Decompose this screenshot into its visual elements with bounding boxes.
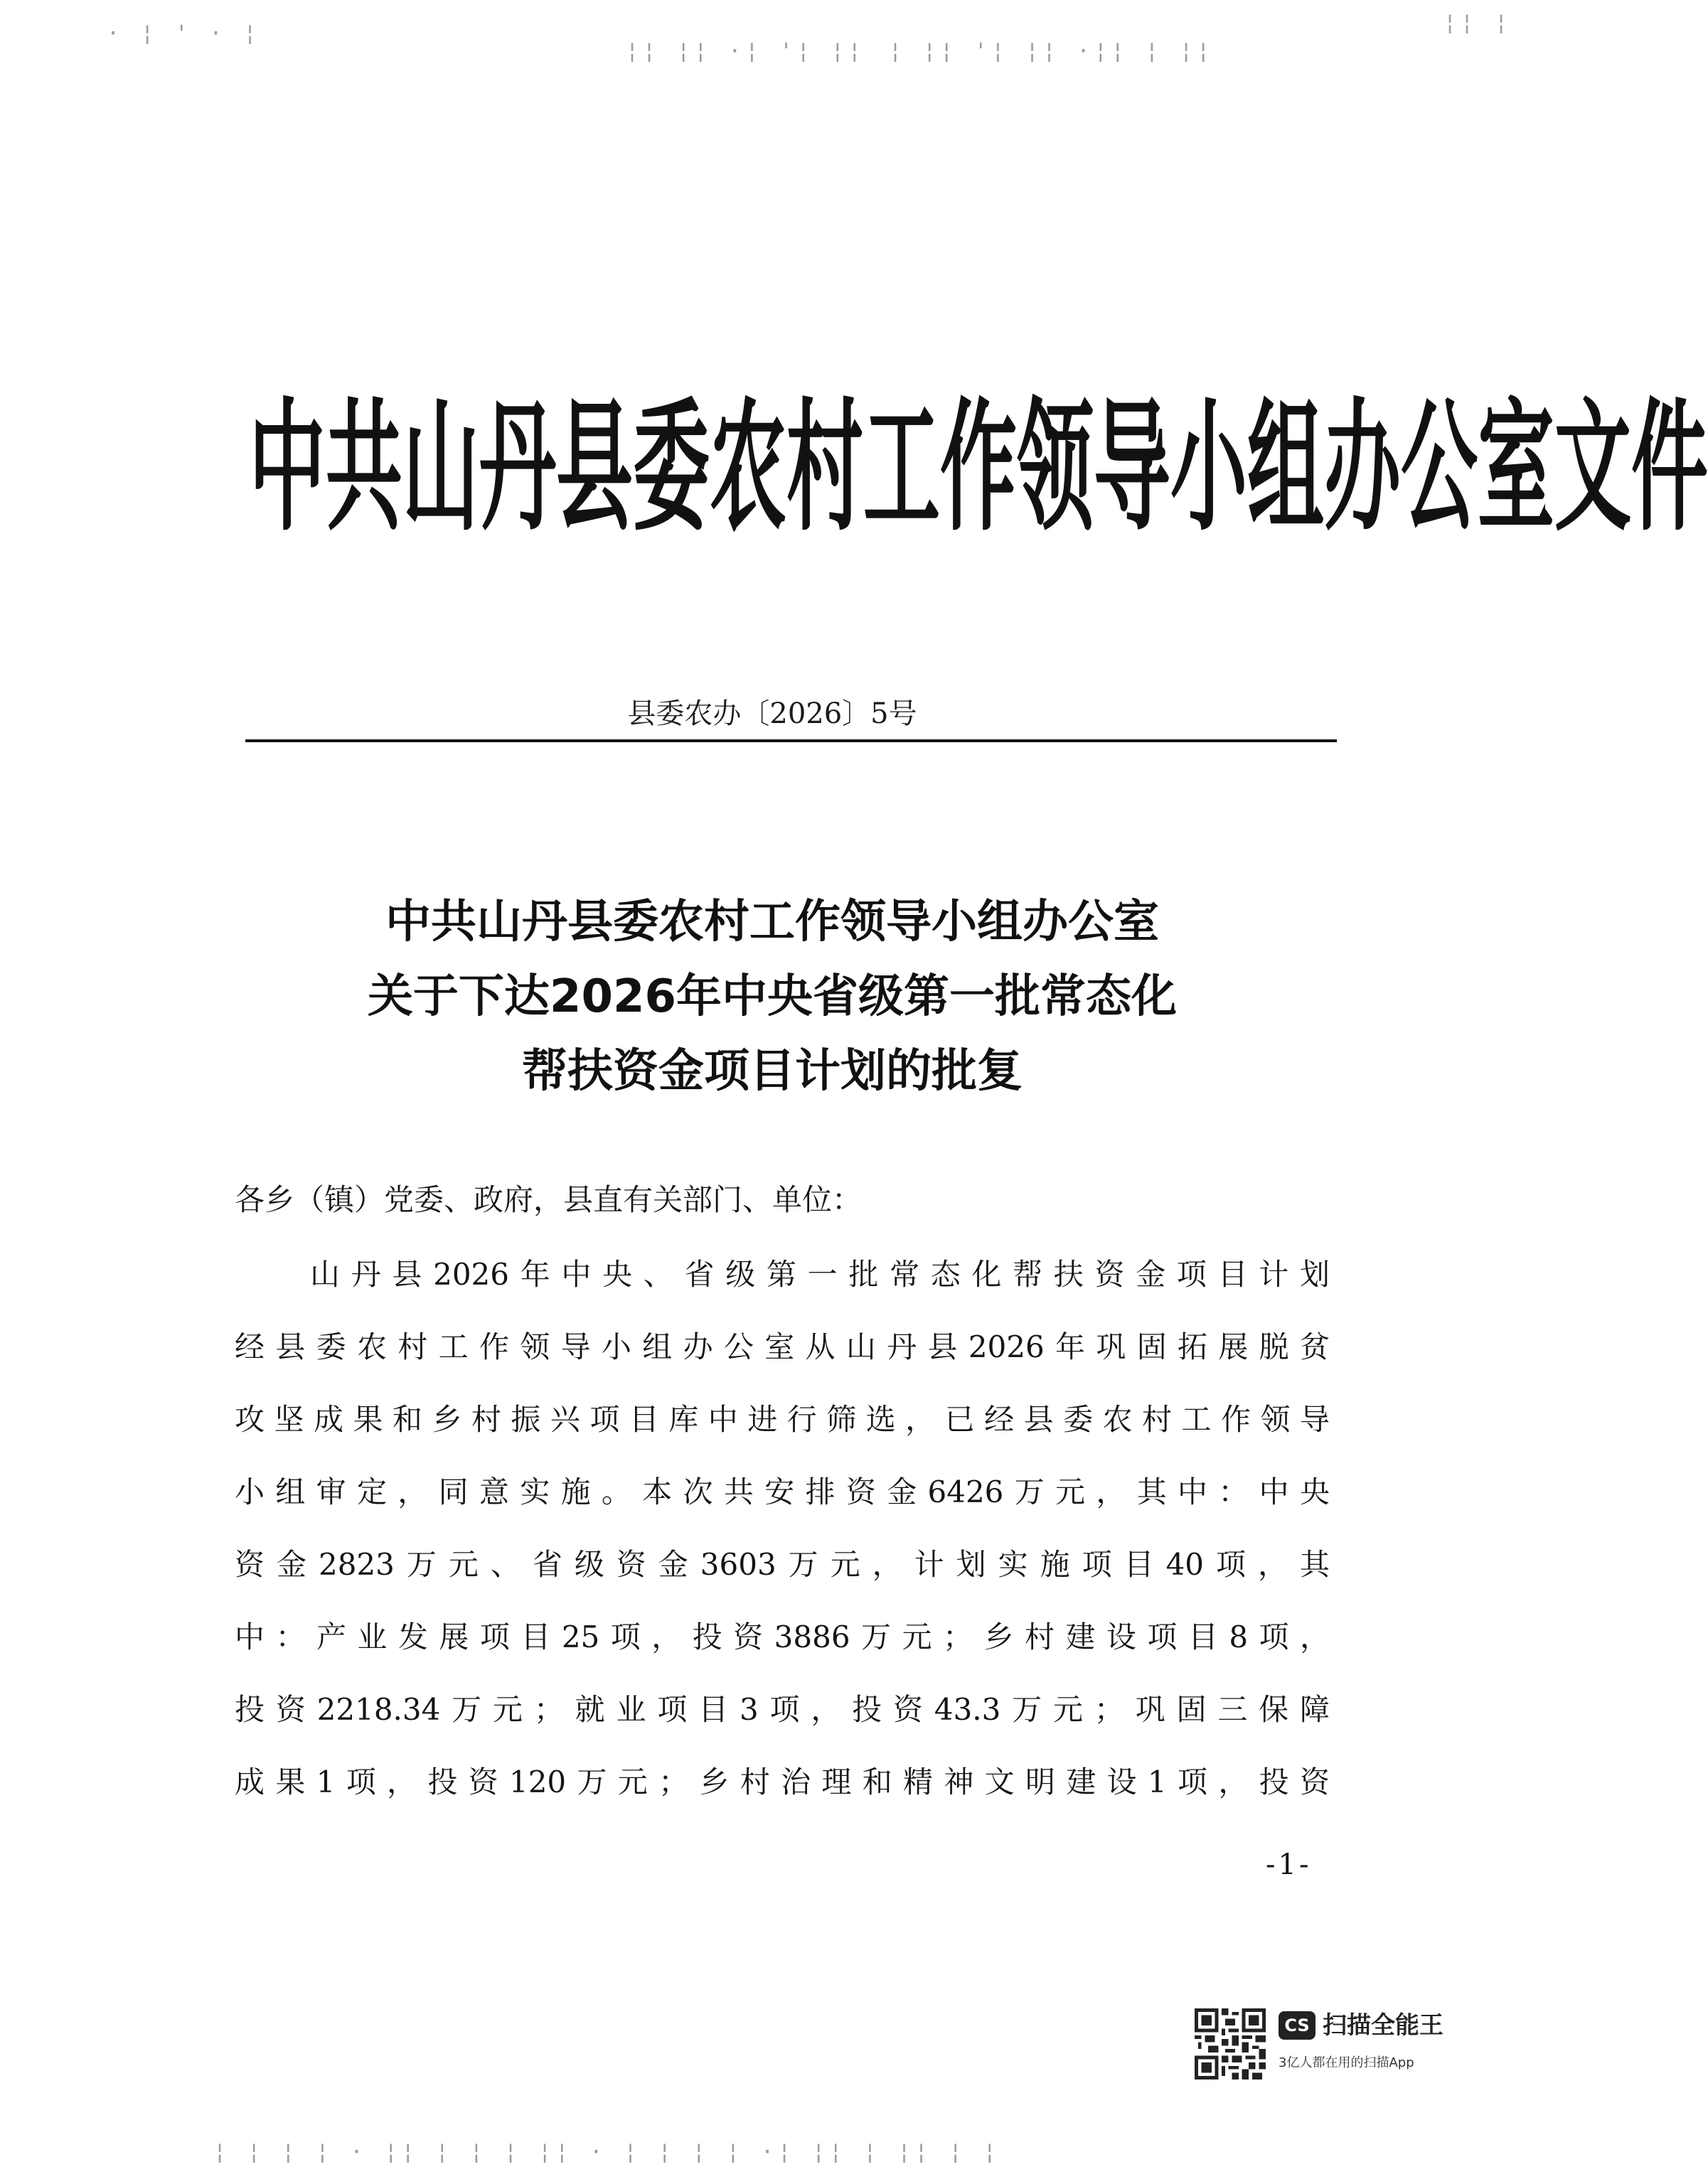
qr-code-icon bbox=[1195, 2008, 1266, 2079]
body-line-8: 成果1项，投资120万元；乡村治理和精神文明建设1项，投资 bbox=[235, 1765, 1330, 1799]
body-line-4: 小组审定，同意实施。本次共安排资金6426万元，其中：中央 bbox=[235, 1474, 1330, 1509]
body-line-2: 经县委农村工作领导小组办公室从山丹县2026年巩固拓展脱贫 bbox=[235, 1329, 1330, 1364]
scan-noise-bottom: ¦ ¦ ¦ ¦ · ¦¦ ¦ ¦ ¦ ¦¦ · ¦ ¦ ¦ ¦ ·¦ ¦¦ ¦ ¦¦ ¦ ¦ bbox=[213, 2140, 1000, 2165]
document-number: 县委农办〔2026〕5号 bbox=[627, 697, 917, 730]
body-line-6: 中：产业发展项目25项，投资3886万元；乡村建设项目8项， bbox=[235, 1620, 1330, 1654]
document-masthead: 中共山丹县委农村工作领导小组办公室文件 bbox=[249, 386, 1708, 551]
salutation: 各乡（镇）党委、政府，县直有关部门、单位： bbox=[235, 1182, 863, 1217]
title-line-2: 关于下达2026年中央省级第一批常态化 bbox=[367, 970, 1178, 1023]
body-line-1: 山丹县2026年中央、省级第一批常态化帮扶资金项目计划 bbox=[310, 1257, 1330, 1292]
scan-noise-top-right: ¦ ¦¦ '¦ ¦¦ ·¦¦ ¦ ¦¦ bbox=[889, 39, 1215, 64]
camscanner-app-name: 扫描全能王 bbox=[1323, 2011, 1443, 2040]
body-line-7: 投资2218.34万元；就业项目3项，投资43.3万元；巩固三保障 bbox=[235, 1692, 1330, 1727]
masthead-divider bbox=[245, 739, 1337, 742]
scan-noise-top-center: ¦¦ ¦¦ ·¦ '¦ ¦¦ bbox=[626, 39, 865, 64]
body-line-5: 资金2823万元、省级资金3603万元，计划实施项目40项，其 bbox=[235, 1547, 1330, 1582]
scanner-watermark bbox=[1195, 2008, 1451, 2087]
scan-noise-corner: ¦¦ ¦ bbox=[1443, 11, 1512, 36]
page-number: -1- bbox=[1266, 1848, 1312, 1881]
title-line-1: 中共山丹县委农村工作领导小组办公室 bbox=[385, 896, 1159, 948]
scan-noise-top-left: · ¦ ' · ¦ bbox=[107, 21, 261, 46]
body-line-3: 攻坚成果和乡村振兴项目库中进行筛选，已经县委农村工作领导 bbox=[235, 1402, 1330, 1437]
camscanner-tagline: 3亿人都在用的扫描App bbox=[1279, 2055, 1414, 2070]
title-line-3: 帮扶资金项目计划的批复 bbox=[522, 1045, 1023, 1098]
camscanner-logo-icon: CS bbox=[1279, 2011, 1315, 2040]
